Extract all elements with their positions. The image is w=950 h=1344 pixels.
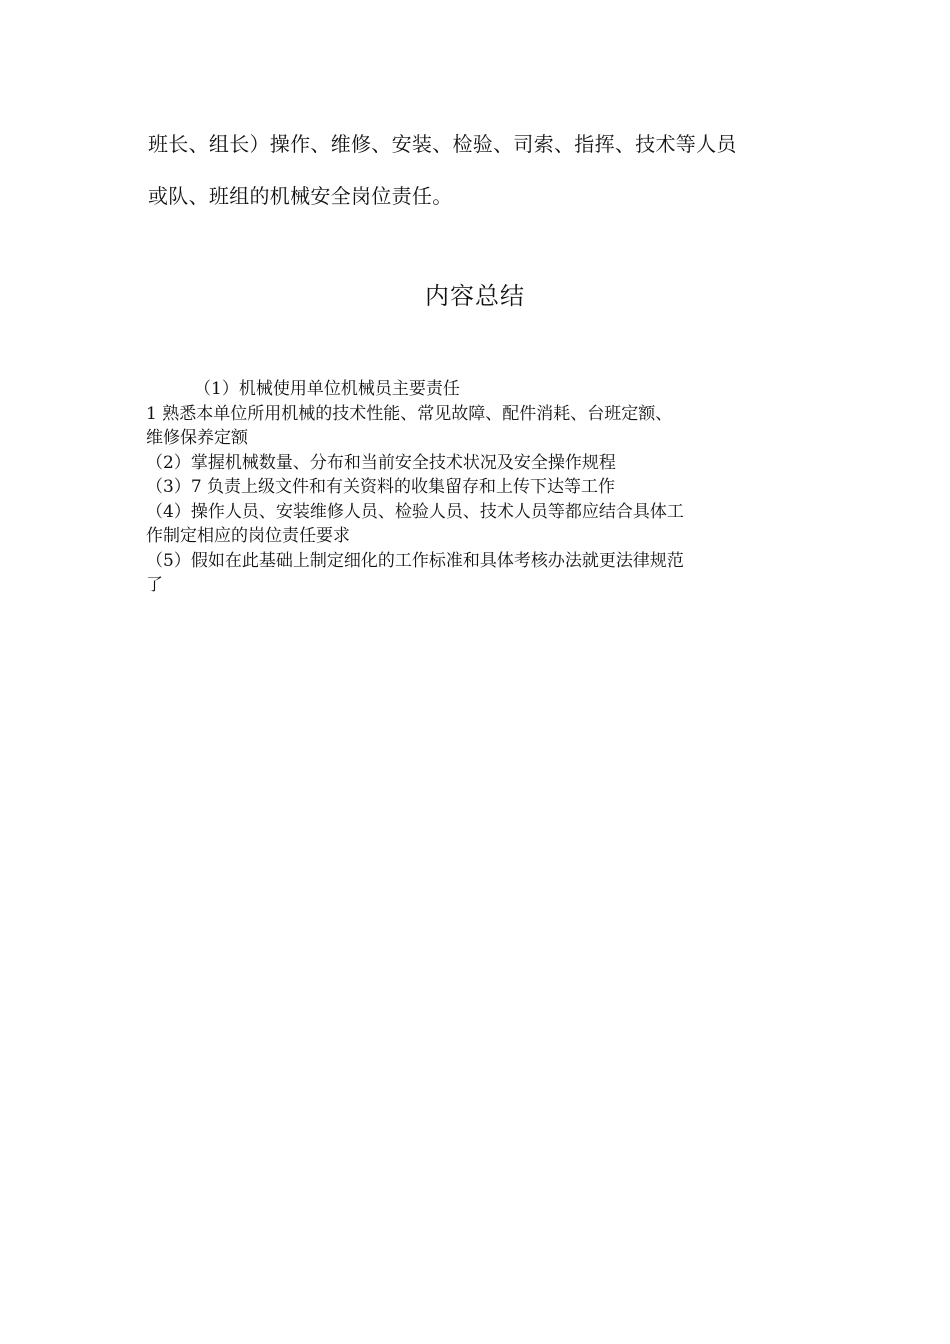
intro-line: 班长、组长）操作、维修、安装、检验、司索、指挥、技术等人员 xyxy=(148,132,737,156)
summary-line: （3）7 负责上级文件和有关资料的收集留存和上传下达等工作 xyxy=(146,477,616,497)
summary-line: 1 熟悉本单位所用机械的技术性能、常见故障、配件消耗、台班定额、 xyxy=(146,403,673,424)
section-title: 内容总结 xyxy=(425,282,525,310)
summary-line: （4）操作人员、安装维修人员、检验人员、技术人员等都应结合具体工 xyxy=(146,501,684,522)
summary-heading: （1）机械使用单位机械员主要责任 xyxy=(194,379,460,399)
summary-line: （2）掌握机械数量、分布和当前安全技术状况及安全操作规程 xyxy=(146,452,616,473)
intro-paragraph xyxy=(148,118,808,222)
summary-line: 作制定相应的岗位责任要求 xyxy=(146,526,350,546)
summary-line: 维修保养定额 xyxy=(146,428,248,448)
summary-line: 了 xyxy=(146,575,163,595)
summary-line: （5）假如在此基础上制定细化的工作标准和具体考核办法就更法律规范 xyxy=(146,550,684,571)
summary-block xyxy=(146,377,811,598)
intro-line: 或队、班组的机械安全岗位责任。 xyxy=(148,184,453,208)
